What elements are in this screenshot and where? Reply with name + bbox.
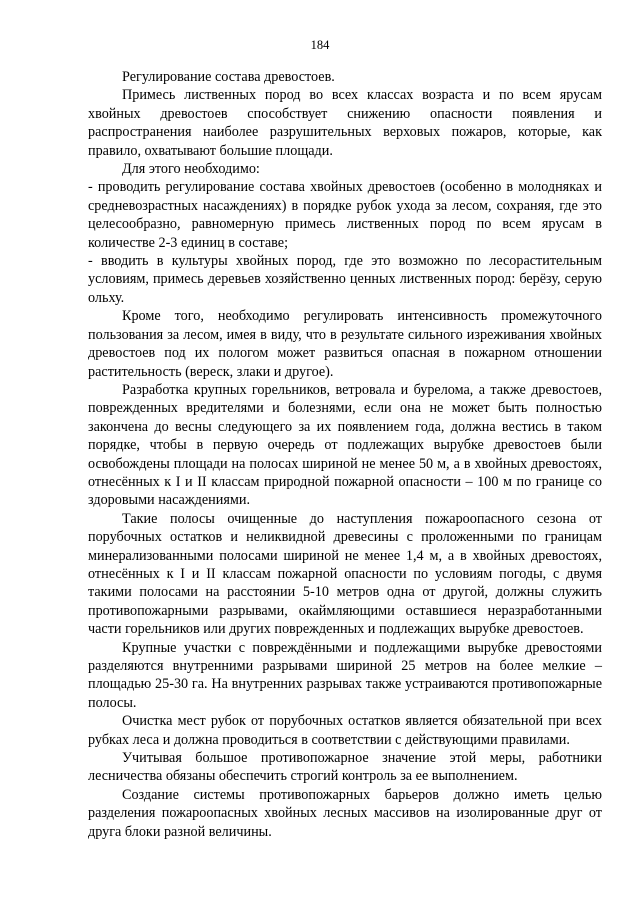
paragraph: Создание системы противопожарных барьеров должно иметь целью разделения пожароопасных хвойных лесных массивов на изолированные друг от друга блоки разной величины. [88,786,602,840]
paragraph: Очистка мест рубок от порубочных остатков является обязательной при всех рубках леса и должна проводиться в соответствии с действующими правилами. [88,713,602,748]
paragraph: Для этого необходимо: [122,161,260,178]
paragraph: Примесь лиственных пород во всех классах возраста и по всем ярусам хвойных древостоев способствует снижению опасности появления и распространения наиболее разрушительных верховых пожаров, которые, как правило, охватывают большие площади. [88,87,602,159]
body-text [88,68,602,841]
section-heading: Регулирование состава древостоев. [122,69,335,85]
paragraph: Крупные участки с повреждёнными и подлежащими вырубке древостоями разделяются внутренними разрывами шириной 25 метров на более мелкие – площадью 25-30 га. На внутренних разрывах также устраиваются противопожарные полосы. [88,639,602,711]
paragraph: Такие полосы очищенные до наступления пожароопасного сезона от порубочных остатков и неликвидной древесины с проложенными по границам минерализованными полосами шириной не менее 1,4 м, а в хвойных древостоях, отнесённых к I и II классам пожарной опасности по условиям погоды, с двумя такими полосами на расстоянии 5-10 метров одна от другой, должны служить противопожарными разрывами, окаймляющими оставшиеся неразработанными части горельников или других поврежденных и подлежащих вырубке древостоев. [88,510,602,638]
paragraph: Учитывая большое противопожарное значение этой меры, работники лесничества обязаны обеспечить строгий контроль за ее выполнением. [88,750,602,785]
page-number: 184 [310,38,330,52]
paragraph: Кроме того, необходимо регулировать интенсивность промежуточного пользования за лесом, имея в виду, что в результате сильного изреживания хвойных древостоев под их пологом может развиться опасная в пожарном отношении растительность (вереск, злаки и другое). [88,308,602,380]
list-item: - проводить регулирование состава хвойных древостоев (особенно в молодняках и средневозрастных насаждениях) в порядке рубок ухода за лесом, сохраняя, где это целесообразно, равномерную примесь лиственных пород по всем ярусам в количестве 2-3 единиц в составе; [88,179,602,251]
list-item: - вводить в культуры хвойных пород, где это возможно по лесорастительным условиям, примесь деревьев хозяйственно ценных лиственных пород: берёзу, серую ольху. [88,253,602,306]
paragraph: Разработка крупных горельников, ветровала и бурелома, а также древостоев, поврежденных вредителями и болезнями, если она не может быть полностью закончена до весны следующего за их появлением года, должна вестись в таком порядке, чтобы в первую очередь от подлежащих вырубке древостоев были освобождены площади на полосах шириной не менее 50 м, а в хвойных древостоях, отнесённых к I и II классам природной пожарной опасности – 100 м по границе со здоровыми насаждениями. [88,381,602,509]
